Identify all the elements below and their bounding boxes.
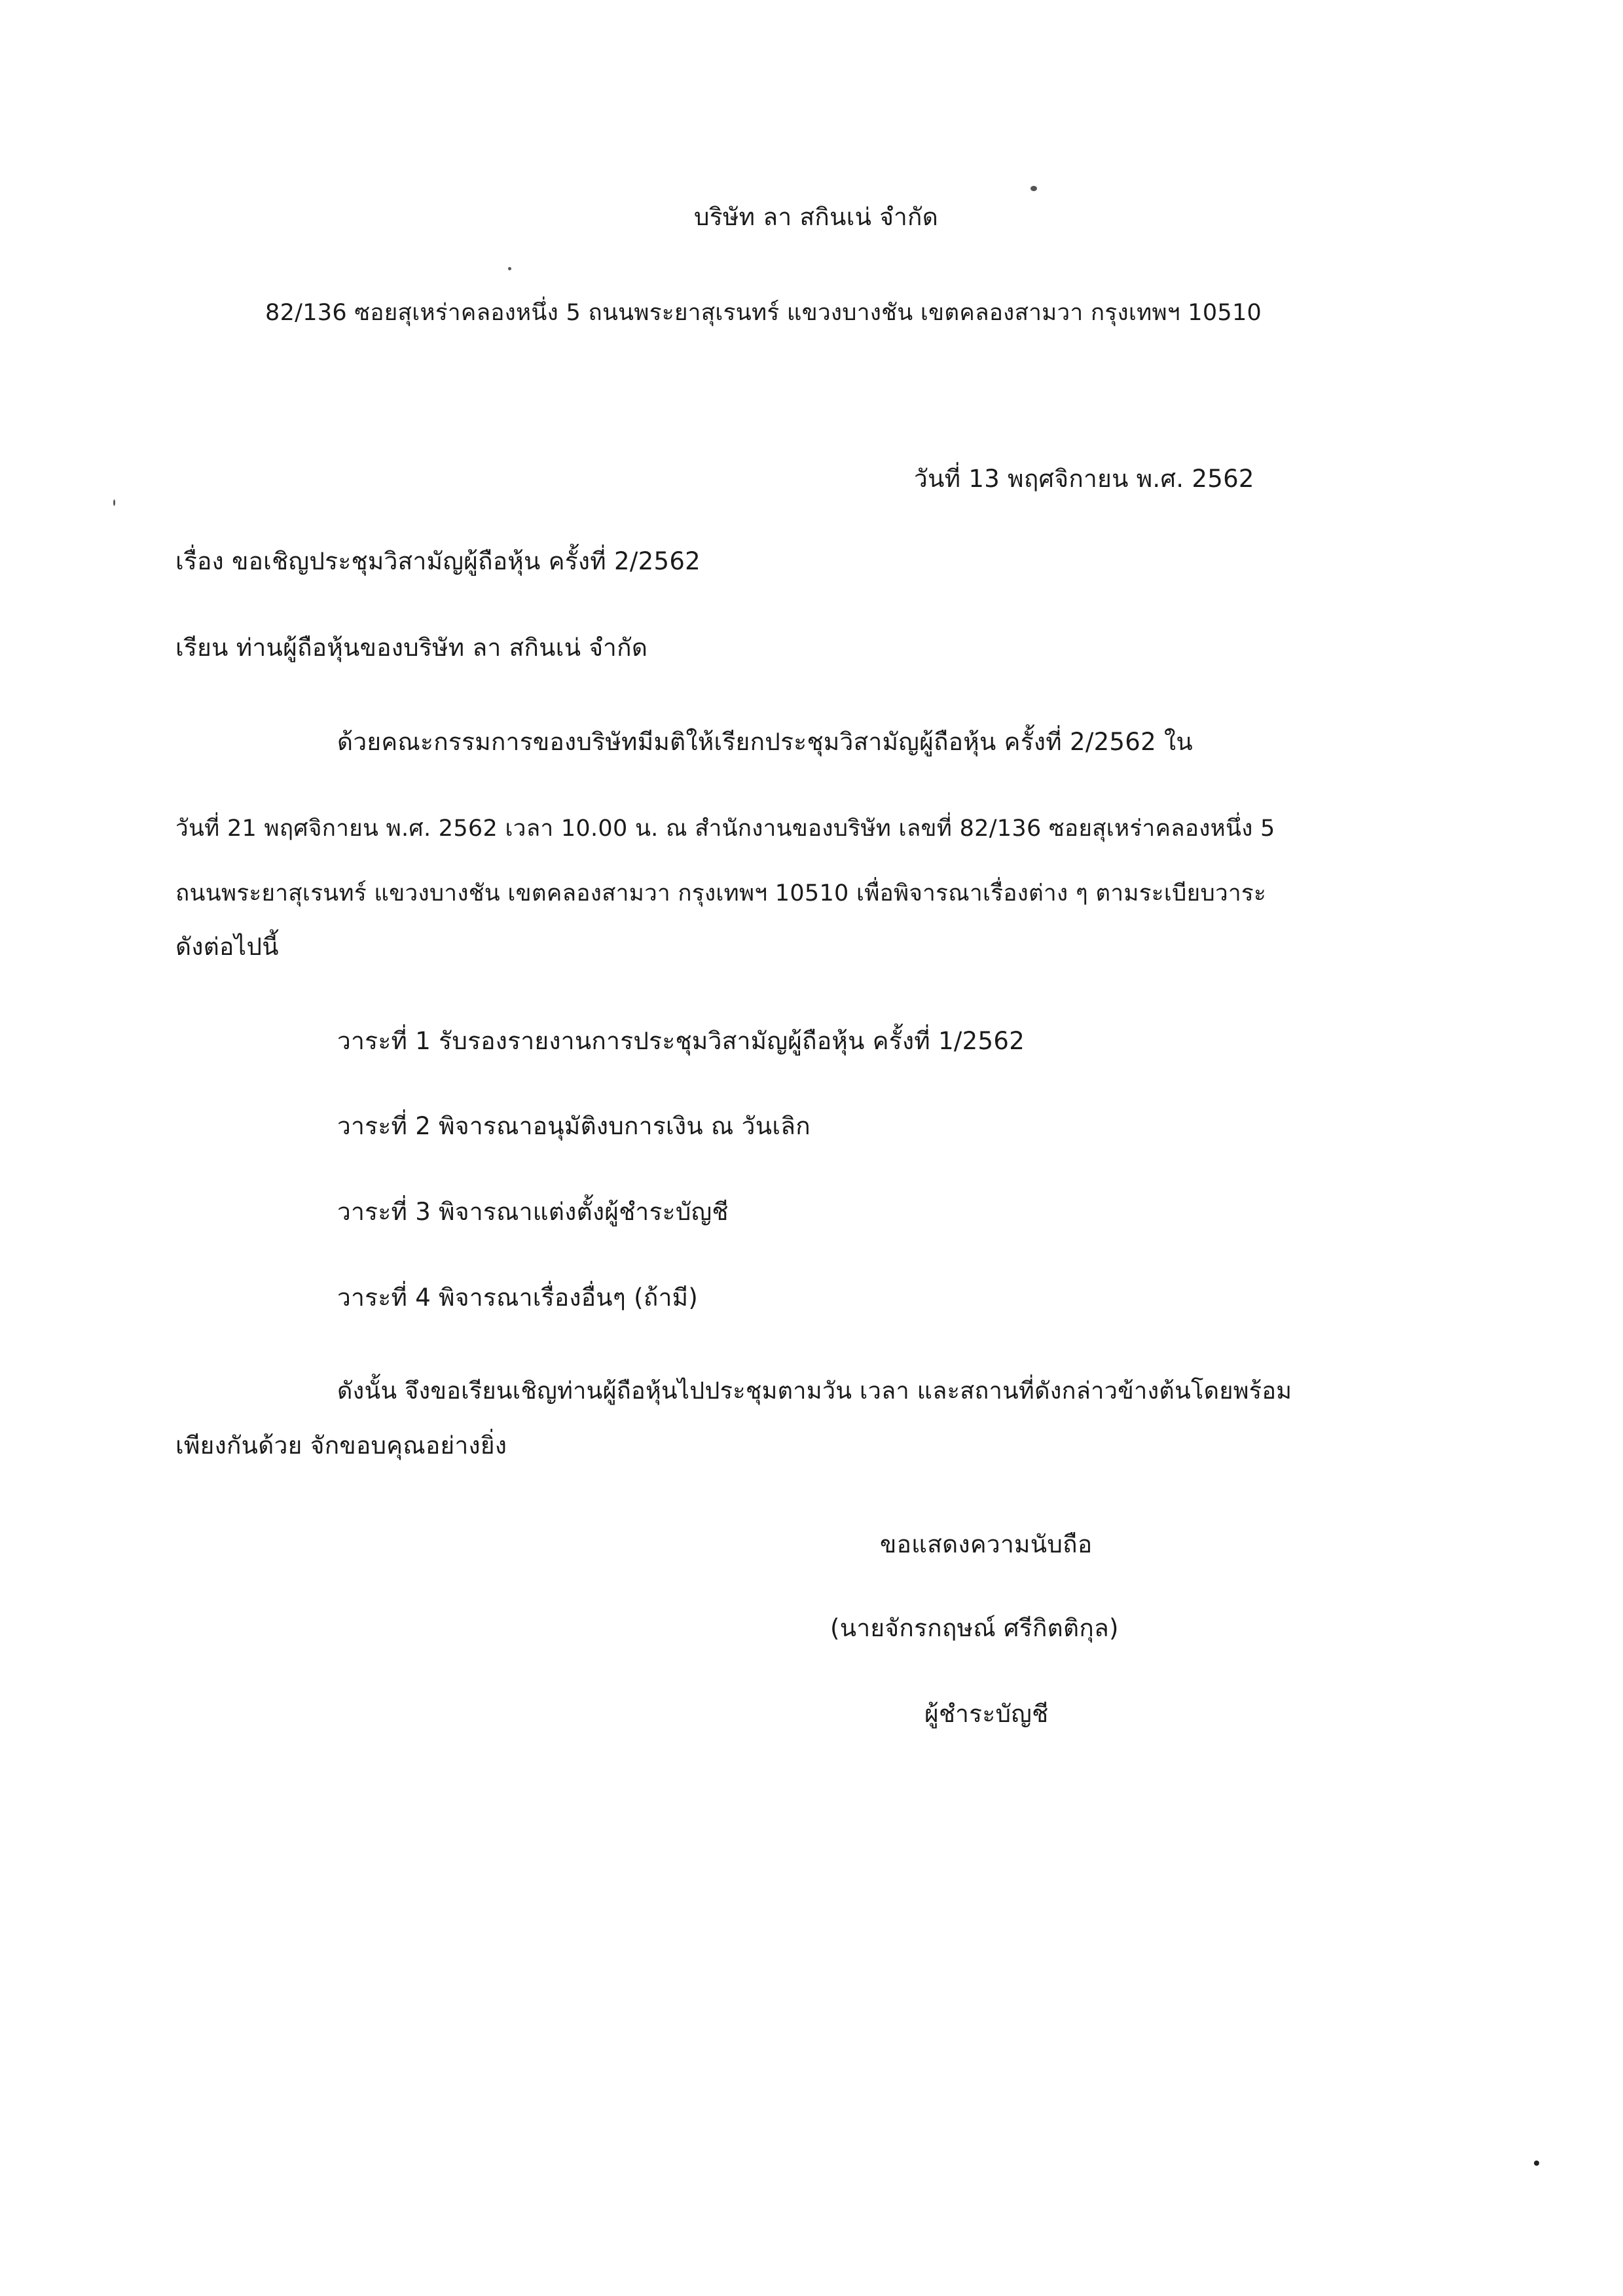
- scan-speck: [1030, 186, 1037, 191]
- scan-speck: [1534, 2161, 1539, 2166]
- letter-date: วันที่ 13 พฤศจิกายน พ.ศ. 2562: [914, 465, 1254, 493]
- body-line-2: วันที่ 21 พฤศจิกายน พ.ศ. 2562 เวลา 10.00 น. ณ สำนักงานของบริษัท เลขที่ 82/136 ซอยสุเหร่าคลองหนึ่ง 5: [175, 816, 1275, 842]
- agenda-item: วาระที่ 2 พิจารณาอนุมัติงบการเงิน ณ วันเลิก: [337, 1112, 811, 1140]
- body-line-4: ดังต่อไปนี้: [175, 933, 279, 961]
- scan-speck: [113, 499, 115, 506]
- signature-title: ผู้ชำระบัญชี: [924, 1700, 1049, 1728]
- signature-regards: ขอแสดงความนับถือ: [880, 1530, 1093, 1558]
- agenda-item: วาระที่ 3 พิจารณาแต่งตั้งผู้ชำระบัญชี: [337, 1198, 729, 1226]
- closing-line-2: เพียงกันด้วย จักขอบคุณอย่างยิ่ง: [175, 1431, 507, 1460]
- body-line-3: ถนนพระยาสุเรนทร์ แขวงบางชัน เขตคลองสามวา กรุงเทพฯ 10510 เพื่อพิจารณาเรื่องต่าง ๆ ตามระเบียบวาระ: [175, 880, 1267, 906]
- company-name: บริษัท ลา สกินเน่ จำกัด: [694, 203, 939, 231]
- agenda-item: วาระที่ 1 รับรองรายงานการประชุมวิสามัญผู้ถือหุ้น ครั้งที่ 1/2562: [337, 1027, 1025, 1055]
- letter-recipient: เรียน ท่านผู้ถือหุ้นของบริษัท ลา สกินเน่ จำกัด: [175, 634, 648, 662]
- signature-name: (นายจักรกฤษณ์ ศรีกิตติกุล): [830, 1614, 1119, 1642]
- company-address: 82/136 ซอยสุเหร่าคลองหนึ่ง 5 ถนนพระยาสุเรนทร์ แขวงบางชัน เขตคลองสามวา กรุงเทพฯ 10510: [265, 300, 1262, 326]
- body-line-1: ด้วยคณะกรรมการของบริษัทมีมติให้เรียกประชุมวิสามัญผู้ถือหุ้น ครั้งที่ 2/2562 ใน: [337, 728, 1193, 756]
- agenda-item: วาระที่ 4 พิจารณาเรื่องอื่นๆ (ถ้ามี): [337, 1283, 699, 1312]
- closing-line-1: ดังนั้น จึงขอเรียนเชิญท่านผู้ถือหุ้นไปประชุมตามวัน เวลา และสถานที่ดังกล่าวข้างต้นโดยพร้อม: [337, 1378, 1292, 1405]
- letter-subject: เรื่อง ขอเชิญประชุมวิสามัญผู้ถือหุ้น ครั้งที่ 2/2562: [175, 547, 701, 575]
- scan-speck: [508, 267, 511, 270]
